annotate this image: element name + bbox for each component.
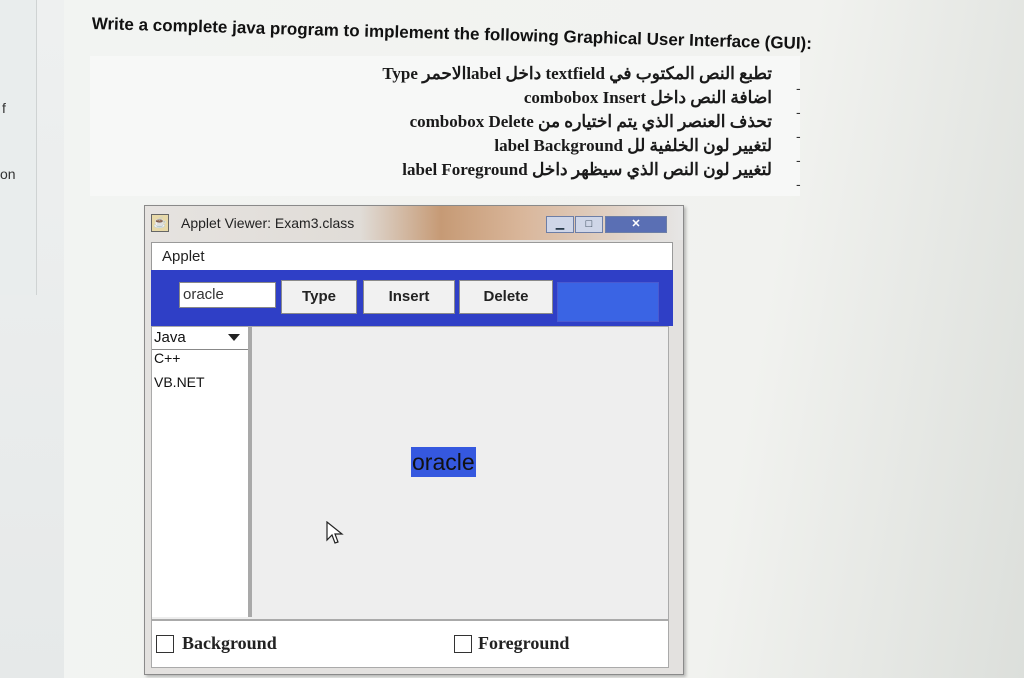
requirement-insert: اضافة النص داخل combobox Insert xyxy=(523,88,772,107)
combobox-option[interactable]: VB.NET xyxy=(154,374,205,390)
delete-button[interactable]: Delete xyxy=(459,280,553,314)
text-input[interactable]: oracle xyxy=(179,282,276,308)
maximize-button[interactable]: □ xyxy=(575,216,603,233)
applet-menu-label[interactable]: Applet xyxy=(162,248,205,265)
color-panel xyxy=(557,282,659,322)
applet-window xyxy=(144,205,684,675)
bullet-dash: - xyxy=(796,128,801,144)
minimize-button[interactable]: ▁ xyxy=(546,216,574,233)
bullet-dash: - xyxy=(796,80,801,96)
requirement-type: تطبع النص المكتوب في textfield داخل labelالاحمر Type xyxy=(382,64,772,83)
background-checkbox[interactable] xyxy=(156,635,174,653)
output-label: oracle xyxy=(412,449,475,475)
side-fragment-f: f xyxy=(2,100,6,116)
language-combobox[interactable] xyxy=(152,327,252,617)
window-titlebar[interactable] xyxy=(145,206,683,240)
requirement-foreground: لتغيير لون النص الذي سيظهر داخل label Foreground xyxy=(402,160,772,179)
bullet-dash: - xyxy=(796,152,801,168)
requirement-delete: تحذف العنصر الذي يتم اختياره من combobox Delete xyxy=(409,112,772,131)
side-window-fragment xyxy=(0,0,65,678)
foreground-checkbox-label[interactable]: Foreground xyxy=(478,633,570,653)
combobox-selected[interactable] xyxy=(152,327,248,350)
chevron-down-icon[interactable] xyxy=(228,334,240,341)
side-fragment-on: on xyxy=(0,166,16,182)
window-title: Applet Viewer: Exam3.class xyxy=(181,215,355,231)
foreground-checkbox[interactable] xyxy=(454,635,472,653)
bullet-dash: - xyxy=(796,104,801,120)
button-panel xyxy=(151,270,673,326)
type-button[interactable]: Type xyxy=(281,280,357,314)
background-checkbox-label[interactable]: Background xyxy=(182,633,277,653)
requirement-background: لتغيير لون الخلفية لل label Background xyxy=(494,136,772,155)
checkbox-panel xyxy=(151,620,669,668)
combobox-option[interactable]: C++ xyxy=(154,350,181,366)
insert-button[interactable]: Insert xyxy=(363,280,455,314)
side-panel xyxy=(0,0,37,295)
close-button[interactable]: ✕ xyxy=(605,216,667,233)
bullet-dash: - xyxy=(796,176,801,192)
content-area xyxy=(151,326,669,620)
question-title: Write a complete java program to implement the following Graphical User Interface (GUI): xyxy=(91,14,813,54)
applet-icon: ☕ xyxy=(151,214,169,232)
applet-menu[interactable] xyxy=(151,242,673,272)
combobox-selected-value: Java xyxy=(154,329,186,346)
mouse-pointer-icon xyxy=(326,521,344,545)
